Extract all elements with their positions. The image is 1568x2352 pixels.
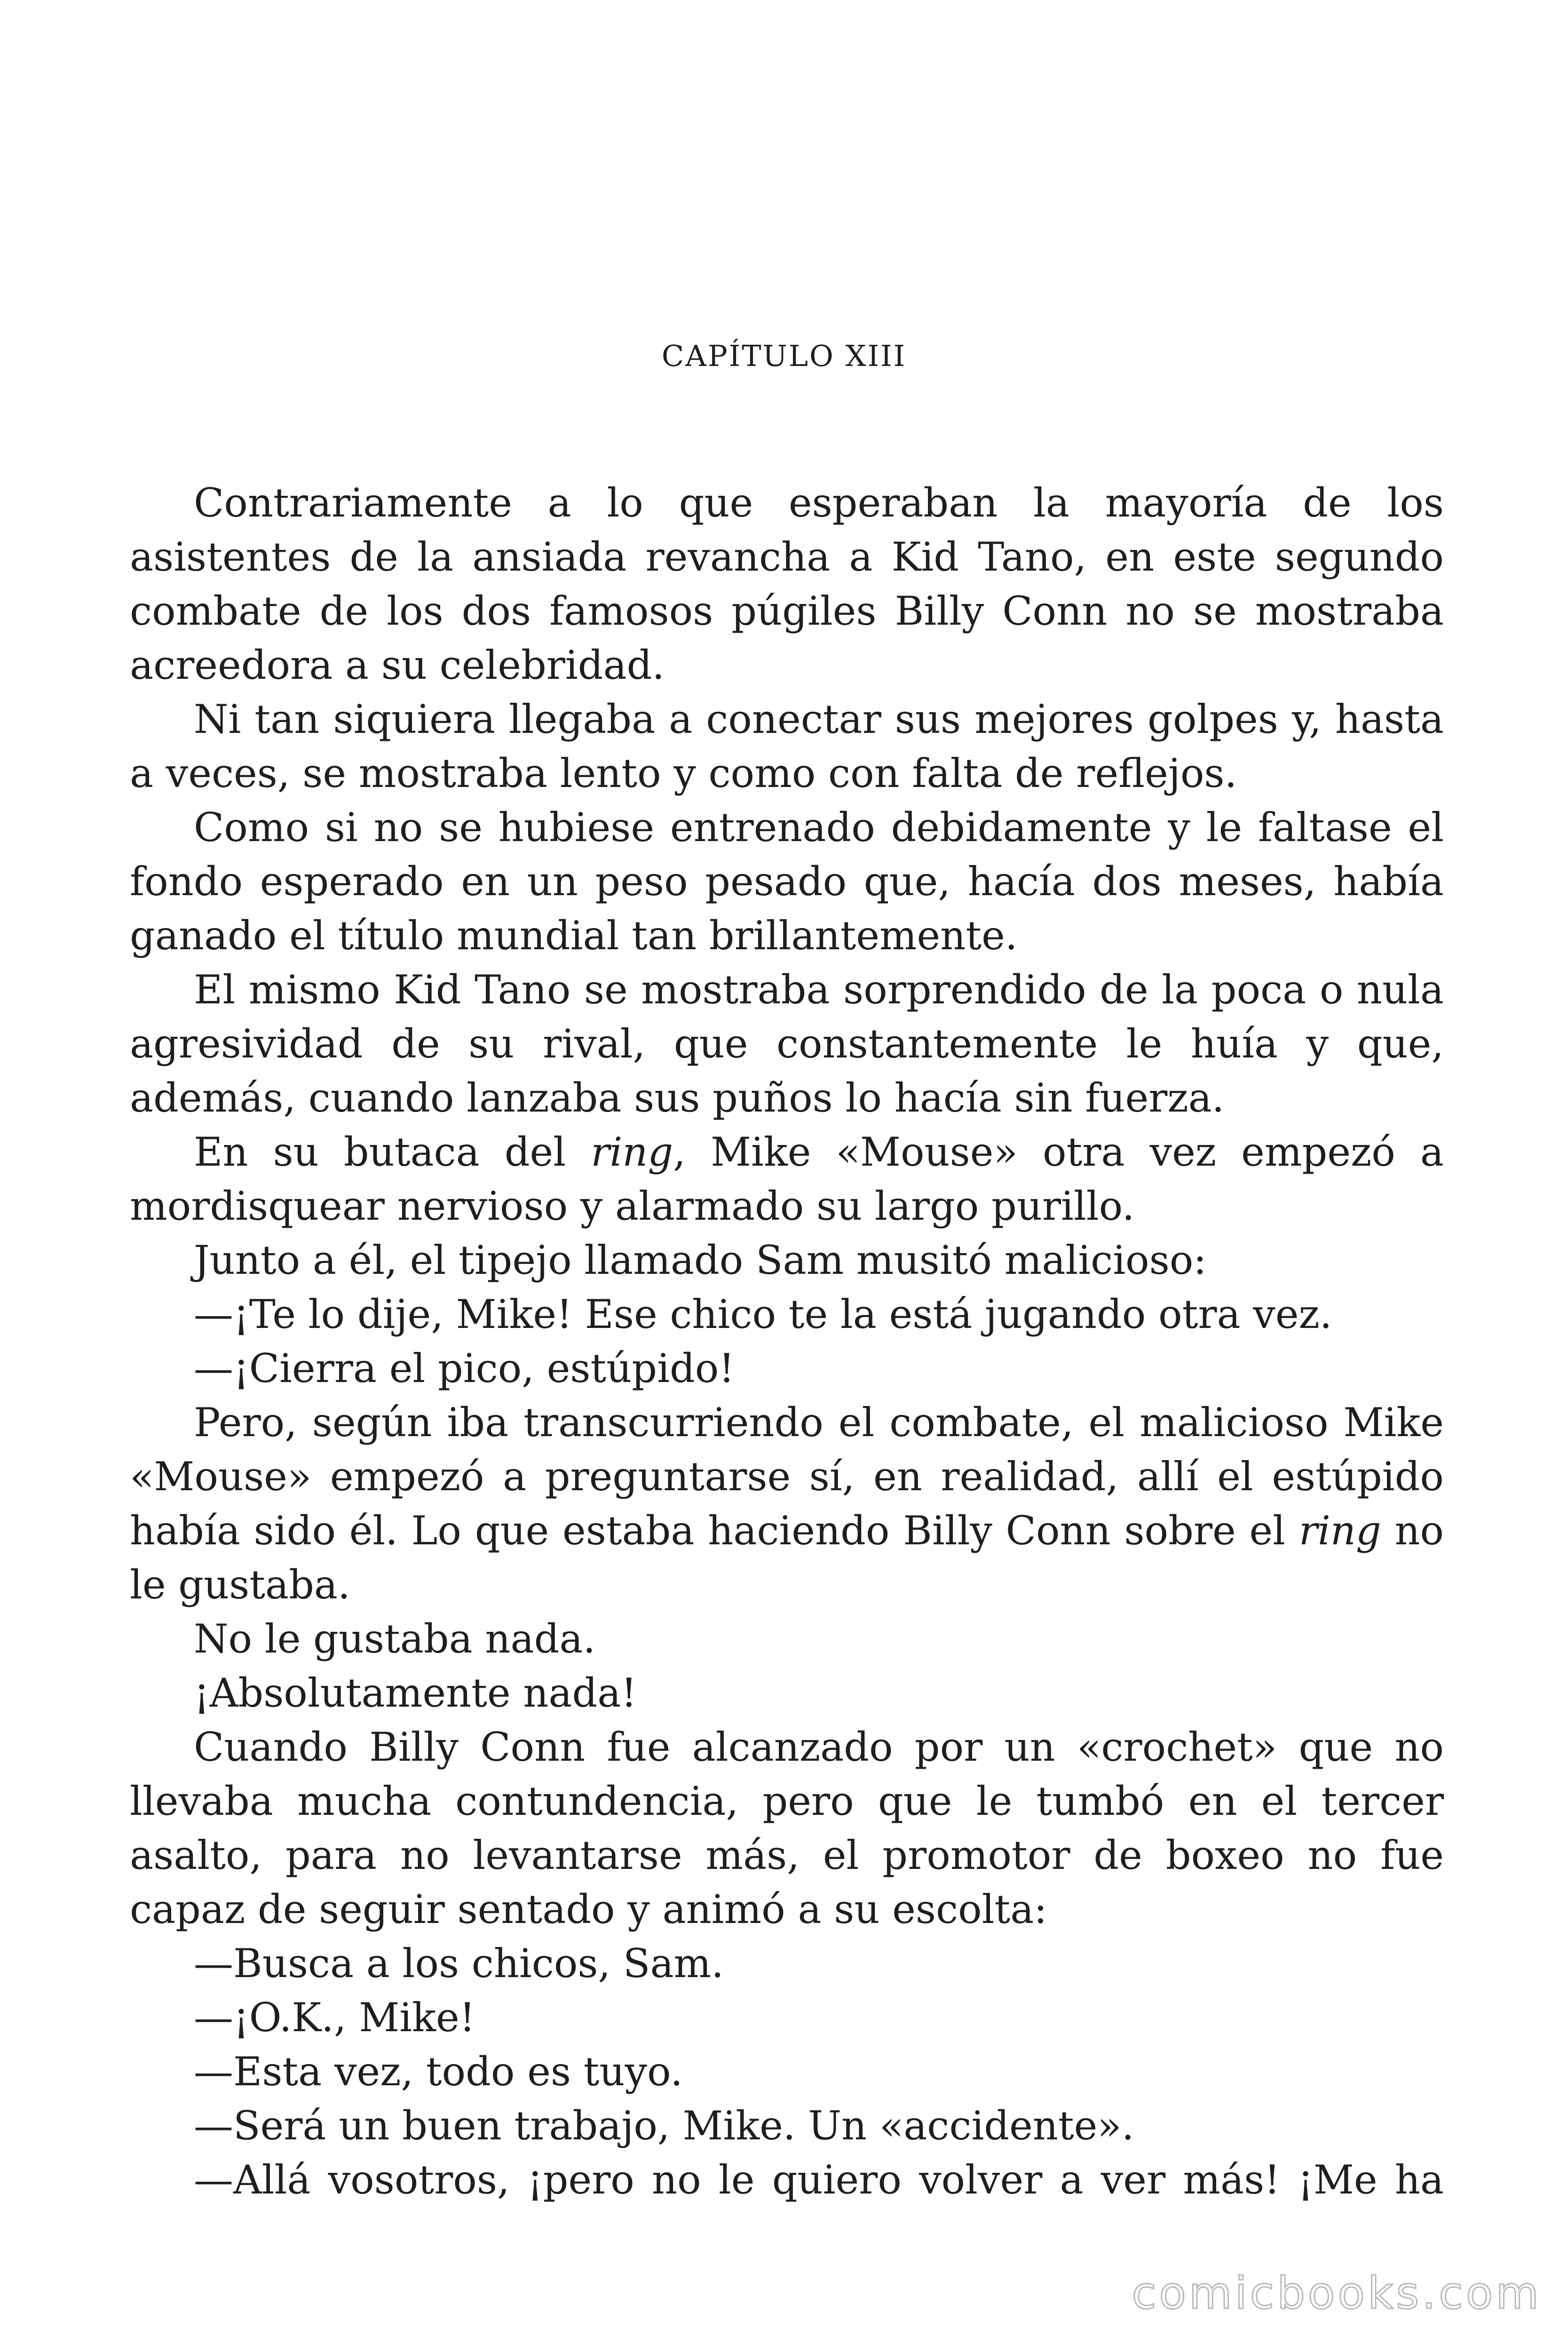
chapter-heading: CAPÍTULO XIII <box>661 339 907 373</box>
paragraph: —Será un buen trabajo, Mike. Un «accidente». <box>194 2103 1134 2149</box>
paragraph: —¡Cierra el pico, estúpido! <box>194 1345 735 1391</box>
paragraph-text: , Mike «Mouse» otra vez empezó a mordisquear nervioso y alarmado su largo purillo. <box>130 1129 1444 1229</box>
paragraph: Como si no se hubiese entrenado debidamente y le faltase el fondo esperado en un peso pesado que, hacía dos meses, había ganado el título mundial tan brillantemente. <box>130 804 1444 959</box>
paragraph: —Busca a los chicos, Sam. <box>194 1940 724 1986</box>
paragraph: —¡O.K., Mike! <box>194 1994 475 2041</box>
paragraph: —Esta vez, todo es tuyo. <box>194 2049 683 2095</box>
paragraph: ¡Absolutamente nada! <box>194 1670 637 1716</box>
paragraph: —¡Te lo dije, Mike! Ese chico te la está jugando otra vez. <box>194 1291 1332 1337</box>
paragraph <box>130 1396 1444 1612</box>
paragraph: —Allá vosotros, ¡pero no le quiero volver a ver más! ¡Me ha <box>194 2157 1444 2203</box>
paragraph: No le gustaba nada. <box>194 1616 596 1662</box>
paragraph: Junto a él, el tipejo llamado Sam musitó malicioso: <box>194 1237 1207 1283</box>
paragraph <box>130 1125 1444 1233</box>
paragraph: Contrariamente a lo que esperaban la mayoría de los asistentes de la ansiada revancha a Kid Tano, en este segundo combate de los dos famosos púgiles Billy Conn no se mostraba acreedora a su celebridad. <box>130 480 1444 688</box>
paragraph: El mismo Kid Tano se mostraba sorprendido de la poca o nula agresividad de su rival, que constantemente le huía y que, además, cuando lanzaba sus puños lo hacía sin fuerza. <box>130 967 1444 1121</box>
watermark: comicbooks.com <box>1132 2268 1542 2319</box>
body-text <box>130 476 1444 2207</box>
paragraph-text: En su butaca del <box>194 1129 591 1175</box>
italic-word: ring <box>1299 1508 1381 1554</box>
paragraph-text: Pero, según iba transcurriendo el combate, el malicioso Mike «Mouse» empezó a preguntarse sí, en realidad, allí el estúpido había sido él. Lo que estaba haciendo Billy Conn sobre el <box>130 1399 1444 1554</box>
paragraph: Cuando Billy Conn fue alcanzado por un «crochet» que no llevaba mucha contundencia, pero que le tumbó en el tercer asalto, para no levantarse más, el promotor de boxeo no fue capaz de seguir sentado y animó a su escolta: <box>130 1724 1444 1932</box>
paragraph: Ni tan siquiera llegaba a conectar sus mejores golpes y, hasta a veces, se mostraba lento y como con falta de reflejos. <box>130 696 1444 796</box>
paragraph-text: no le gustaba. <box>130 1508 1444 1608</box>
italic-word: ring <box>591 1129 673 1175</box>
